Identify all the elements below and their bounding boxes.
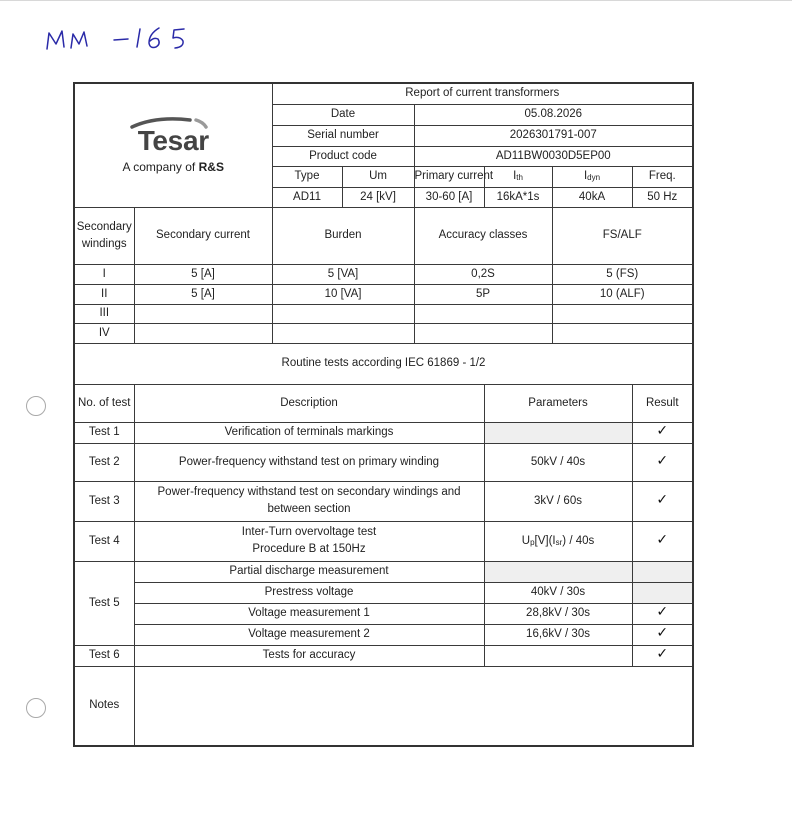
checkmark-icon: ✓ bbox=[656, 491, 669, 508]
date-value: 05.08.2026 bbox=[414, 104, 693, 125]
test-description: Prestress voltage bbox=[134, 582, 484, 603]
routine-tests-title: Routine tests according IEC 61869 - 1/2 bbox=[74, 343, 693, 384]
checkmark-icon: ✓ bbox=[656, 423, 669, 440]
table-row bbox=[74, 603, 693, 624]
winding-accuracy: 5P bbox=[414, 284, 552, 304]
checkmark-icon: ✓ bbox=[656, 646, 669, 663]
serial-value: 2026301791-007 bbox=[414, 125, 693, 146]
ith-value: 16kA*1s bbox=[484, 187, 552, 207]
secondary-windings-header: Secondary windings bbox=[74, 207, 134, 264]
test-parameters bbox=[484, 422, 632, 443]
table-row bbox=[74, 304, 693, 323]
winding-accuracy bbox=[414, 323, 552, 343]
test-no-header: No. of test bbox=[74, 384, 134, 422]
ith-header: $I_{th}$ bbox=[484, 166, 552, 187]
product-code-value: AD11BW0030D5EP00 bbox=[414, 146, 693, 166]
winding-id: I bbox=[74, 264, 134, 284]
table-row bbox=[74, 481, 693, 521]
accuracy-classes-header: Accuracy classes bbox=[414, 207, 552, 264]
winding-fs-alf: 5 (FS) bbox=[552, 264, 693, 284]
ct-report-table bbox=[73, 82, 694, 747]
type-value: AD11 bbox=[272, 187, 342, 207]
notes-label: Notes bbox=[74, 666, 134, 746]
winding-burden bbox=[272, 323, 414, 343]
freq-header: Freq. bbox=[632, 166, 693, 187]
test-no: Test 1 bbox=[74, 422, 134, 443]
winding-current bbox=[134, 304, 272, 323]
checkmark-icon: ✓ bbox=[656, 604, 669, 621]
test-result bbox=[632, 603, 693, 624]
date-label: Date bbox=[272, 104, 414, 125]
checkmark-icon: ✓ bbox=[656, 625, 669, 642]
test-no: Test 6 bbox=[74, 645, 134, 666]
winding-current: 5 [A] bbox=[134, 264, 272, 284]
product-code-label: Product code bbox=[272, 146, 414, 166]
table-row bbox=[74, 582, 693, 603]
notes-field bbox=[134, 666, 693, 746]
idyn-value: 40kA bbox=[552, 187, 632, 207]
test-result bbox=[632, 481, 693, 521]
primary-current-value: 30-60 [A] bbox=[414, 187, 484, 207]
winding-fs-alf: 10 (ALF) bbox=[552, 284, 693, 304]
company-logo bbox=[74, 83, 272, 207]
winding-id: II bbox=[74, 284, 134, 304]
table-row bbox=[74, 645, 693, 666]
parameters-header: Parameters bbox=[484, 384, 632, 422]
page-top-border bbox=[0, 0, 792, 1]
winding-accuracy bbox=[414, 304, 552, 323]
winding-burden bbox=[272, 304, 414, 323]
test-description: Power-frequency withstand test on primary winding bbox=[134, 443, 484, 481]
test-no: Test 2 bbox=[74, 443, 134, 481]
winding-burden: 10 [VA] bbox=[272, 284, 414, 304]
report-title: Report of current transformers bbox=[272, 83, 693, 104]
test-parameters: 50kV / 40s bbox=[484, 443, 632, 481]
test-description: Tests for accuracy bbox=[134, 645, 484, 666]
table-row bbox=[74, 443, 693, 481]
test-description: Power-frequency withstand test on secondary windings and between section bbox=[134, 481, 484, 521]
secondary-current-header: Secondary current bbox=[134, 207, 272, 264]
test-result bbox=[632, 521, 693, 561]
table-row bbox=[74, 264, 693, 284]
um-value: 24 [kV] bbox=[342, 187, 414, 207]
burden-header: Burden bbox=[272, 207, 414, 264]
binder-hole-bottom bbox=[26, 698, 46, 718]
test-result bbox=[632, 624, 693, 645]
test-description: Voltage measurement 1 bbox=[134, 603, 484, 624]
logo-name: Tesar bbox=[137, 125, 209, 157]
winding-fs-alf bbox=[552, 323, 693, 343]
test-parameters: 40kV / 30s bbox=[484, 582, 632, 603]
table-row bbox=[74, 422, 693, 443]
test-description: Verification of terminals markings bbox=[134, 422, 484, 443]
winding-burden: 5 [VA] bbox=[272, 264, 414, 284]
type-header: Type bbox=[272, 166, 342, 187]
table-row bbox=[74, 624, 693, 645]
table-row bbox=[74, 284, 693, 304]
handwritten-annotation bbox=[44, 22, 194, 56]
test-result bbox=[632, 645, 693, 666]
test-parameters: 3kV / 60s bbox=[484, 481, 632, 521]
test-result bbox=[632, 561, 693, 582]
test-result bbox=[632, 443, 693, 481]
winding-accuracy: 0,2S bbox=[414, 264, 552, 284]
test-parameters bbox=[484, 561, 632, 582]
test-description: Inter-Turn overvoltage test Procedure B at 150Hz bbox=[134, 521, 484, 561]
fs-alf-header: FS/ALF bbox=[552, 207, 693, 264]
winding-current: 5 [A] bbox=[134, 284, 272, 304]
table-row bbox=[74, 561, 693, 582]
test-result bbox=[632, 422, 693, 443]
table-row bbox=[74, 521, 693, 561]
test-parameters bbox=[484, 645, 632, 666]
checkmark-icon: ✓ bbox=[656, 452, 669, 469]
primary-current-header: Primary current bbox=[414, 166, 484, 187]
winding-current bbox=[134, 323, 272, 343]
winding-id: III bbox=[74, 304, 134, 323]
test-description: Voltage measurement 2 bbox=[134, 624, 484, 645]
test-no: Test 3 bbox=[74, 481, 134, 521]
test-parameters: 28,8kV / 30s bbox=[484, 603, 632, 624]
description-header: Description bbox=[134, 384, 484, 422]
um-header: Um bbox=[342, 166, 414, 187]
binder-hole-top bbox=[26, 396, 46, 416]
test-description: Partial discharge measurement bbox=[134, 561, 484, 582]
test-parameters: $U_p[V](I_{sr}) / 40s$ bbox=[484, 521, 632, 561]
winding-fs-alf bbox=[552, 304, 693, 323]
freq-value: 50 Hz bbox=[632, 187, 693, 207]
test-no: Test 5 bbox=[74, 561, 134, 645]
checkmark-icon: ✓ bbox=[656, 531, 669, 548]
serial-label: Serial number bbox=[272, 125, 414, 146]
winding-id: IV bbox=[74, 323, 134, 343]
result-header: Result bbox=[632, 384, 693, 422]
test-no: Test 4 bbox=[74, 521, 134, 561]
test-parameters: 16,6kV / 30s bbox=[484, 624, 632, 645]
idyn-header: $I_{dyn}$ bbox=[552, 166, 632, 187]
test-result bbox=[632, 582, 693, 603]
logo-tagline: A company of R&S bbox=[122, 160, 224, 175]
table-row bbox=[74, 323, 693, 343]
